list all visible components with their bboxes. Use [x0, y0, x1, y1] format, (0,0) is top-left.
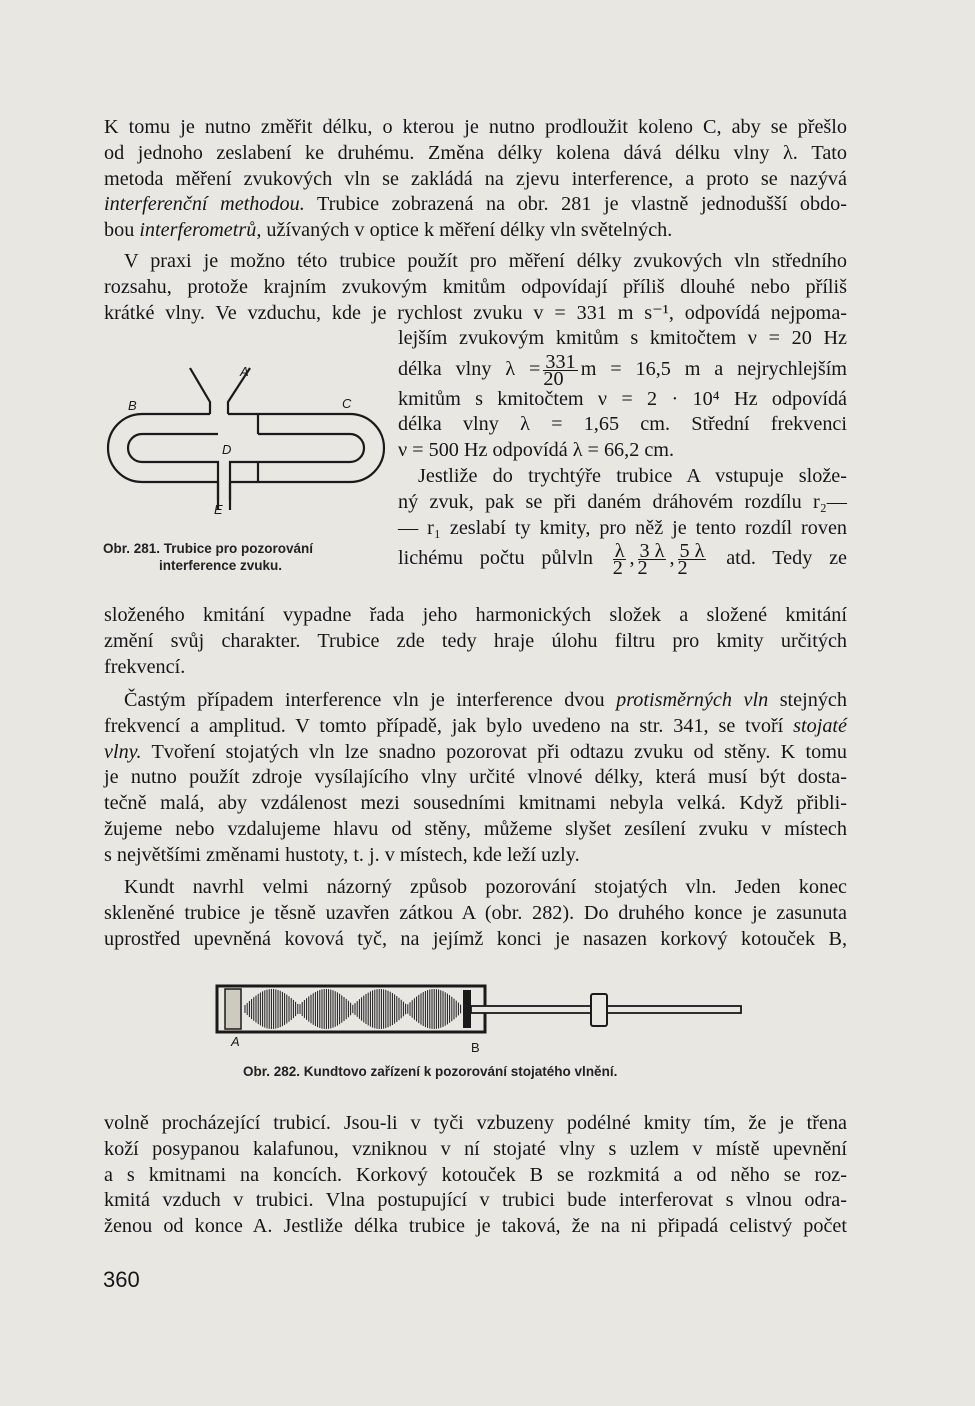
tube-outer-left — [108, 414, 218, 482]
paragraph-2 — [104, 249, 847, 326]
text-line: kmitům s kmitočtem ν = 2 · 10⁴ Hz odpovídá — [398, 387, 847, 410]
figure-281-caption: Obr. 281. Trubice pro pozorování interference zvuku. — [103, 541, 314, 573]
italic-term: interferenční methodou. — [104, 193, 305, 216]
stopper-a — [225, 989, 241, 1029]
figure-282-caption: Obr. 282. Kundtovo zařízení k pozorování stojatého vlnění. — [243, 1064, 618, 1079]
text-line: Kundt navrhl velmi názorný způsob pozorování stojatých vln. Jeden konec — [124, 876, 847, 898]
text-line: metoda měření zvukových vln se zakládá na zjevu interference, a proto se nazývá — [104, 167, 847, 190]
paragraph-5 — [104, 1111, 847, 1240]
text-line: ný zvuk, pak se při daném dráhovém rozdílu r₂— — [398, 490, 847, 513]
text-line: rozsahu, protože krajním zvukovým kmitům odpovídají příliš dlouhé nebo příliš — [104, 275, 847, 298]
paragraph-2-continued — [104, 603, 847, 680]
label-d: D — [222, 442, 232, 457]
tube-inner-left — [128, 434, 218, 500]
text-line: lejším zvukovým kmitům s kmitočtem ν = 20 Hz — [398, 327, 847, 349]
text-line: skleněné trubice je těsně uzavřen zátkou A (obr. 282). Do druhého konce je zasunuta — [104, 901, 847, 924]
text-line: ženou od konce A. Jestliže délka trubice je taková, že na ni připadá celistvý počet — [104, 1215, 847, 1238]
text-line: vlny. Tvoření stojatých vln lze snadno pozorovat při odtazu zvuku od stěny. K tomu — [104, 740, 847, 763]
fraction: $\frac{331}{20}$ — [543, 350, 576, 390]
text-line: Častým případem interference vln je interference dvou protisměrných vln stejných — [124, 689, 847, 711]
figure-281-interference-tube — [90, 360, 390, 540]
funnel-a-left-wall — [190, 368, 210, 414]
tube-outer-right — [228, 414, 384, 482]
label-b: B — [128, 398, 137, 413]
page-number: 360 — [103, 1267, 140, 1292]
text-line: koží posypanou kalafunou, vzniknou v ní stojaté vlny s uzlem v místě upevnění — [104, 1137, 847, 1160]
text-line: volně procházející trubicí. Jsou-li v tyči vzbuzeny podélné kmity tím, že je třena — [104, 1112, 847, 1134]
text-line: ν = 500 Hz odpovídá λ = 66,2 cm. — [398, 439, 675, 462]
fraction: $\frac{\lambda}{2}$ — [612, 540, 625, 580]
text-line: frekvencí. — [104, 655, 186, 678]
text-line: délka vlny λ = 1,65 cm. Střední frekvenci — [398, 413, 847, 436]
text-line: s největšími změnami hustoty, t. j. v místech, kde leží uzly. — [104, 843, 580, 866]
text-line: délka vlny λ = $\frac{331}{20}$ m = 16,5 m a nejrychlejším — [398, 350, 847, 390]
text-line: kmitá vzduch v trubici. Vlna postupující v trubici bude interferovat s vlnou odra- — [104, 1189, 847, 1212]
text-line: interferenční methodou. Trubice zobrazená na obr. 281 je vlastně jednodušší obdo- — [104, 193, 847, 216]
label-c: C — [342, 396, 352, 411]
italic-term: interferometrů, — [139, 219, 262, 242]
text-line: lichému počtu půlvln $\frac{\lambda}{2}$ , $\frac{3 \lambda}{2}$ , $\frac{5 \lambda}{2}$ atd. Tedy ze — [398, 540, 847, 580]
label-a: A — [240, 364, 249, 379]
rod-clamp — [591, 994, 607, 1026]
label-a: A — [231, 1034, 240, 1049]
paragraph-3 — [104, 688, 847, 869]
cork-disc-b — [463, 990, 471, 1028]
paragraph-1 — [104, 115, 847, 244]
fraction: $\frac{3 \lambda}{2}$ — [637, 540, 665, 580]
text-line: V praxi je možno této trubice použít pro měření délky zvukových vln středního — [124, 250, 847, 272]
text-line: je nutno použít zdroje vysílajícího vlny určité vlnové délky, která musí být dosta- — [104, 766, 847, 789]
text-line: změní svůj charakter. Trubice zde tedy hraje úlohu filtru pro kmity určitých — [104, 629, 847, 652]
side-text — [398, 326, 847, 580]
label-e: E — [214, 502, 223, 517]
text-line: krátké vlny. Ve vzduchu, kde je rychlost zvuku v = 331 m s⁻¹, odpovídá nejpoma- — [104, 301, 847, 324]
paragraph-4 — [104, 875, 847, 952]
text-line: Jestliže do trychtýře trubice A vstupuje slože- — [418, 465, 847, 488]
text-line: od jednoho zeslabení ke druhému. Změna délky kolena dává délku vlny λ. Tato — [104, 141, 847, 164]
text-line: a s kmitnami na koncích. Korkový kotouček B se rozkmitá a od něho se roz- — [104, 1163, 847, 1186]
text-line: složeného kmitání vypadne řada jeho harmonických složek a složené kmitání — [104, 604, 847, 626]
text-line: tečně malá, aby vzdálenost mezi sousedními kmitnami nebyla velká. Když přibli- — [104, 792, 847, 815]
text-line: — r₁ zeslabí ty kmity, pro něž je tento rozdíl roven — [398, 516, 847, 539]
text-line: bou interferometrů, užívaných v optice k měření délky vln světelných. — [104, 219, 673, 242]
fraction: $\frac{5 \lambda}{2}$ — [677, 540, 705, 580]
text-line: žujeme nebo vzdalujeme hlavu od stěny, můžeme slyšet zesílení zvuku v místech — [104, 817, 847, 840]
figure-282-kundt-tube — [215, 982, 755, 1054]
text-line: frekvencí a amplitud. V tomto případě, jak bylo uvedeno na str. 341, se tvoří stojaté — [104, 714, 847, 737]
label-b: B — [471, 1040, 480, 1055]
tube-inner-right — [230, 434, 364, 500]
text-line: K tomu je nutno změřit délku, o kterou je nutno prodloužit koleno C, aby se přešlo — [104, 116, 847, 138]
dust-pattern — [245, 989, 461, 1029]
text-line: uprostřed upevněná kovová tyč, na jejímž konci je nasazen korkový kotouček B, — [104, 927, 847, 950]
